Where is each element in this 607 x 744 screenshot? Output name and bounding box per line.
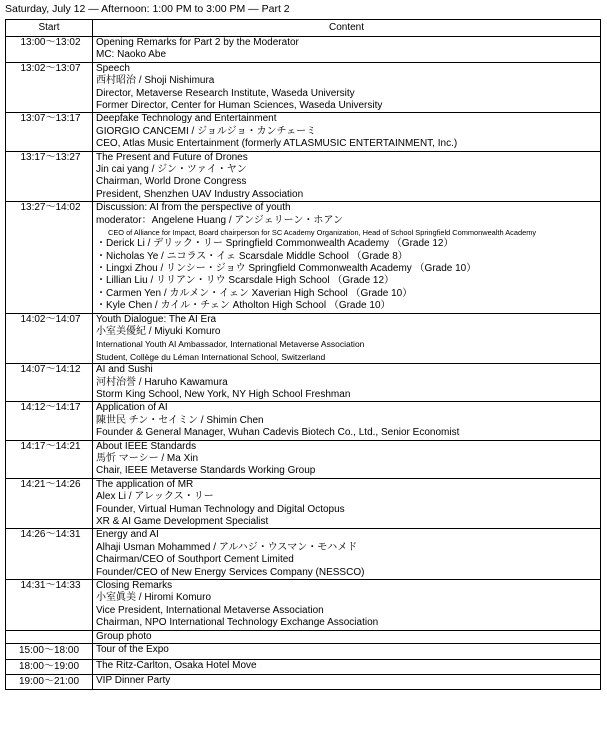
content-cell	[93, 674, 601, 689]
content-line: ・Derick Li / デリック・リー Springfield Commonwealth Academy （Grade 12）	[96, 238, 454, 250]
start-time: 13:27～14:02	[6, 202, 93, 313]
schedule-table	[5, 19, 601, 690]
content-line: VIP Dinner Party	[96, 674, 171, 686]
content-line: 陳世民 チン・セイミン / Shimin Chen	[96, 414, 264, 426]
content-line: 河村治誉 / Haruho Kawamura	[96, 376, 228, 388]
content-line: ・Carmen Yen / カルメン・イェン Xaverian High School （Grade 10）	[96, 287, 413, 299]
content-line: Chair, IEEE Metaverse Standards Working Group	[96, 465, 316, 477]
content-line: AI and Sushi	[96, 364, 153, 376]
content-line: ・Lingxi Zhou / リンシー・ジョウ Springfield Commonwealth Academy （Grade 10）	[96, 262, 477, 274]
content-line: President, Shenzhen UAV Industry Association	[96, 188, 304, 200]
content-line: MC: Naoko Abe	[96, 49, 167, 61]
content-line: Group photo	[96, 630, 152, 642]
content-line: About IEEE Standards	[96, 440, 197, 452]
start-time: 14:26～14:31	[6, 529, 93, 580]
table-row	[6, 402, 601, 440]
content-line: moderator：Angelene Huang / アンジェリーン・ホアン	[96, 214, 343, 226]
content-cell	[93, 644, 601, 659]
start-time: 13:07～13:17	[6, 113, 93, 151]
content-line: Opening Remarks for Part 2 by the Moderator	[96, 37, 299, 48]
content-line: Vice President, International Metaverse Association	[96, 604, 324, 616]
content-line: Youth Dialogue: The AI Era	[96, 313, 217, 325]
header-content: Content	[93, 20, 601, 37]
content-line: Former Director, Center for Human Sciences, Waseda University	[96, 100, 383, 112]
content-line: Alhaji Usman Mohammed / アルハジ・ウスマン・モハメド	[96, 541, 358, 553]
table-row	[6, 37, 601, 63]
content-line: Student, Collège du Léman International School, Switzerland	[96, 351, 326, 362]
schedule-body	[6, 37, 601, 690]
content-cell	[93, 402, 601, 440]
start-time: 14:31～14:33	[6, 580, 93, 631]
table-row	[6, 62, 601, 113]
content-line: The application of MR	[96, 478, 194, 490]
start-time: 13:00～13:02	[6, 37, 93, 63]
content-cell	[93, 37, 601, 63]
content-line: Discussion: AI from the perspective of youth	[96, 202, 291, 214]
content-line: 小室美優紀 / Miyuki Komuro	[96, 325, 221, 337]
content-line: Founder/CEO of New Energy Services Company (NESSCO)	[96, 566, 365, 578]
header-start: Start	[6, 20, 93, 37]
table-row	[6, 202, 601, 313]
start-time	[6, 630, 93, 643]
content-line: Application of AI	[96, 402, 168, 414]
content-line: Alex Li / アレックス・リー	[96, 491, 214, 503]
content-line: International Youth AI Ambassador, International Metaverse Association	[96, 339, 365, 350]
content-line: Founder, Virtual Human Technology and Digital Octopus	[96, 503, 345, 515]
content-cell	[93, 580, 601, 631]
content-cell	[93, 151, 601, 202]
table-row	[6, 580, 601, 631]
content-line: ・Lillian Liu / リリアン・リウ Scarsdale High School （Grade 12）	[96, 275, 395, 287]
content-cell	[93, 364, 601, 402]
table-row	[6, 529, 601, 580]
content-line: Closing Remarks	[96, 580, 173, 592]
content-line: GIORGIO CANCEMI / ジョルジョ・カンチェーミ	[96, 125, 317, 137]
content-line: XR & AI Game Development Specialist	[96, 516, 269, 528]
start-time: 18:00～19:00	[6, 659, 93, 674]
content-line: Deepfake Technology and Entertainment	[96, 113, 277, 125]
content-line: ・Nicholas Ye / ニコラス・イェ Scarsdale Middle School （Grade 8）	[96, 250, 408, 262]
content-line: Chairman, NPO International Technology Exchange Association	[96, 617, 379, 629]
content-cell	[93, 630, 601, 643]
table-row	[6, 659, 601, 674]
start-time: 14:02～14:07	[6, 313, 93, 364]
content-cell	[93, 529, 601, 580]
start-time: 14:21～14:26	[6, 478, 93, 529]
content-line: ・Kyle Chen / カイル・チェン Atholton High School （Grade 10）	[96, 300, 391, 312]
content-cell	[93, 313, 601, 364]
content-line: CEO, Atlas Music Entertainment (formerly ATLASMUSIC ENTERTAINMENT, Inc.)	[96, 138, 458, 150]
table-row	[6, 313, 601, 364]
table-row	[6, 151, 601, 202]
table-row	[6, 113, 601, 151]
content-cell	[93, 478, 601, 529]
table-row	[6, 364, 601, 402]
start-time: 14:17～14:21	[6, 440, 93, 478]
content-line: CEO of Alliance for Impact, Board chairperson for SC Academy Organization, Head of School Springfield Commonwealth Academy	[108, 228, 537, 238]
content-line: Storm King School, New York, NY High School Freshman	[96, 388, 351, 400]
content-cell	[93, 440, 601, 478]
content-line: Speech	[96, 62, 130, 74]
start-time: 14:12～14:17	[6, 402, 93, 440]
start-time: 13:17～13:27	[6, 151, 93, 202]
content-cell	[93, 659, 601, 674]
start-time: 15:00～18:00	[6, 644, 93, 659]
start-time: 13:02～13:07	[6, 62, 93, 113]
content-line: Energy and AI	[96, 529, 159, 541]
content-line: Director, Metaverse Research Institute, Waseda University	[96, 87, 355, 99]
table-row	[6, 644, 601, 659]
start-time: 14:07～14:12	[6, 364, 93, 402]
content-cell	[93, 62, 601, 113]
content-line: Chairman, World Drone Congress	[96, 176, 247, 188]
start-time: 19:00～21:00	[6, 674, 93, 689]
table-row	[6, 478, 601, 529]
content-line: The Ritz-Carlton, Osaka Hotel Move	[96, 659, 257, 671]
content-line: 西村昭治 / Shoji Nishimura	[96, 75, 215, 87]
table-header-row	[6, 20, 601, 37]
table-row	[6, 630, 601, 643]
content-line: Tour of the Expo	[96, 644, 169, 656]
content-line: 馬忻 マーシー / Ma Xin	[96, 453, 199, 464]
content-cell	[93, 113, 601, 151]
table-row	[6, 440, 601, 478]
content-line: The Present and Future of Drones	[96, 151, 248, 163]
page-title: Saturday, July 12 — Afternoon: 1:00 PM to 3:00 PM — Part 2	[5, 3, 290, 15]
table-row	[6, 674, 601, 689]
content-cell	[93, 202, 601, 313]
content-line: 小室眞美 / Hiromi Komuro	[96, 592, 212, 604]
content-line: Founder & General Manager, Wuhan Cadevis Biotech Co., Ltd., Senior Economist	[96, 427, 460, 439]
content-line: Chairman/CEO of Southport Cement Limited	[96, 554, 294, 566]
content-line: Jin cai yang / ジン・ツァイ・ヤン	[96, 164, 247, 176]
